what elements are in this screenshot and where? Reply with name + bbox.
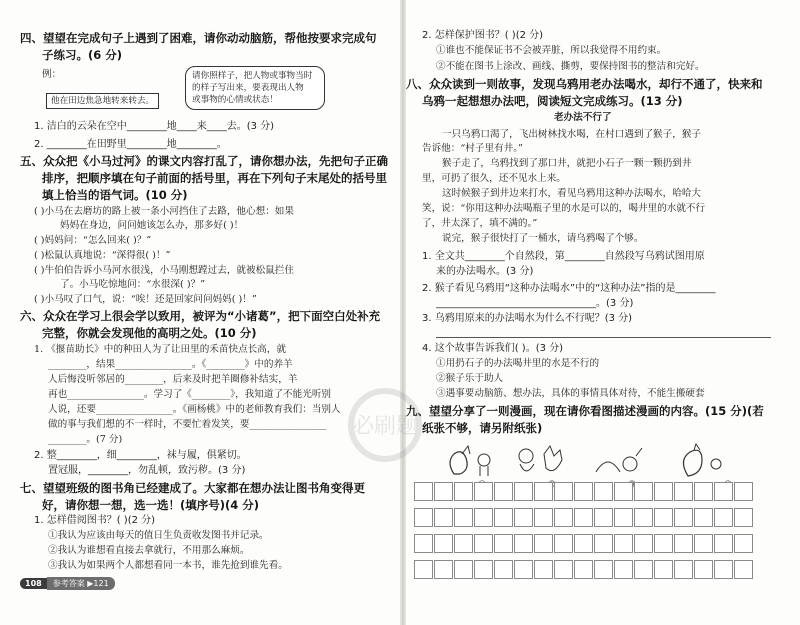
s8-question-2-cont: ________________________________。(3 分) (436, 298, 634, 309)
story-line: 了，井太深了，填不满的。” (422, 218, 538, 229)
grid-cell[interactable] (674, 508, 693, 527)
section-7-title-2: 好，请你想一想，选一选！(填序号)(4 分) (42, 498, 260, 512)
grid-cell[interactable] (734, 534, 753, 553)
grid-cell[interactable] (734, 482, 753, 501)
section-8-title-2: 乌鸦一起想想办法吧，阅读短文完成练习。(13 分) (422, 94, 683, 108)
grid-cell[interactable] (714, 482, 733, 501)
s6-line: 人后悔没听邻居的________，后来及时把羊圈修补结实，羊 (48, 374, 298, 385)
s8-question-1: 1. 全文共________个自然段，第________自然段写乌鸦试图用原 (422, 251, 705, 262)
grid-cell[interactable] (534, 508, 553, 527)
comic-panel-2 (510, 442, 570, 482)
grid-cell[interactable] (434, 534, 453, 553)
s8-option: ①用扔石子的办法喝井里的水是不行的 (436, 358, 600, 369)
s7-option: ②不能在图书上涂改、画线、撕剪，要保持图书的整洁和完好。 (436, 61, 705, 72)
example-label: 例： (42, 69, 62, 80)
grid-cell[interactable] (474, 482, 493, 501)
s7-option: ①我认为应该由每天的值日生负责收发图书并记录。 (48, 530, 269, 541)
grid-cell[interactable] (574, 534, 593, 553)
grid-cell[interactable] (474, 560, 493, 579)
grid-cell[interactable] (574, 508, 593, 527)
section-7-title: 七、望望班级的图书角已经建成了。大家都在想办法让图书角变得更 (20, 481, 365, 495)
grid-cell[interactable] (634, 482, 653, 501)
grid-cell[interactable] (414, 560, 433, 579)
grid-cell[interactable] (734, 508, 753, 527)
s5-line: ( )妈妈问：“怎么回来( )？” (34, 235, 152, 246)
answer-line[interactable] (436, 337, 771, 338)
grid-cell[interactable] (494, 534, 513, 553)
callout-line: 请你照样子，把人物或事物当时 (192, 71, 313, 81)
grid-cell[interactable] (534, 560, 553, 579)
s6-line: 再也________________。学习了《________》，我知道了不能光听别 (48, 389, 332, 400)
s5-line: ( )松鼠认真地说：“深得很( )！” (34, 250, 171, 261)
grid-cell[interactable] (554, 482, 573, 501)
s8-question-2: 2. 猴子看见乌鸦用“这种办法喝水”中的“这种办法”指的是________ (422, 283, 716, 294)
s8-option: ③遇事要动脑筋、想办法，具体的事情具体对待，不能生搬硬套 (436, 388, 705, 399)
s5-line: ( )牛伯伯告诉小马河水很浅，小马刚想蹚过去，就被松鼠拦住 (34, 265, 294, 276)
section-6-title-2: 完整，你就会发现他的高明之处。(10 分) (42, 326, 257, 340)
s7-question-1: 1. 怎样借阅图书？( )(2 分) (34, 515, 156, 526)
story-line: 猴子走了，乌鸦找到了那口井，就把小石子一颗一颗扔到井 (442, 158, 692, 169)
story-line: 告诉他：“村子里有井。” (422, 143, 523, 154)
grid-cell[interactable] (674, 560, 693, 579)
grid-cell[interactable] (694, 482, 713, 501)
s6-question-2-cont: 置冠服，________，勿乱顿，致污秽。(3 分) (48, 465, 246, 476)
grid-cell[interactable] (514, 508, 533, 527)
grid-cell[interactable] (634, 508, 653, 527)
grid-cell[interactable] (694, 534, 713, 553)
example-sentence-box: 他在田边焦急地转来转去。 (46, 93, 159, 109)
answer-reference: 参考答案 ▶121 (47, 577, 115, 590)
section-9-title: 九、望望分享了一则漫画，现在请你看图描述漫画的内容。(15 分)(若 (406, 404, 764, 418)
section-5-title-3: 填上恰当的语气词。(10 分) (42, 188, 188, 202)
s5-line: ( )小马叹了口气，说：“唉！还是回家问问妈妈( )！” (34, 294, 257, 305)
grid-cell[interactable] (614, 508, 633, 527)
grid-cell[interactable] (634, 534, 653, 553)
story-line: 这时候猴子到井边来打水，看见乌鸦用这种办法喝水，哈哈大 (442, 188, 702, 199)
stamp-text: 必刷题 (351, 414, 419, 439)
grid-cell[interactable] (534, 482, 553, 501)
grid-cell[interactable] (594, 482, 613, 501)
s5-line: 了。小马吃惊地问：“水很深( )？” (60, 279, 206, 290)
grid-cell[interactable] (634, 560, 653, 579)
comic-panel-4 (670, 442, 730, 482)
s7-question-2: 2. 怎样保护图书？( )(2 分) (422, 30, 544, 41)
grid-cell[interactable] (434, 482, 453, 501)
grid-cell[interactable] (454, 508, 473, 527)
grid-cell[interactable] (494, 508, 513, 527)
grid-cell[interactable] (614, 482, 633, 501)
grid-cell[interactable] (554, 560, 573, 579)
s6-question-2: 2. 整________，细________，袜与履，俱紧切。 (34, 450, 247, 461)
s7-option: ②我认为谁想看直接去拿就行，不用那么麻烦。 (48, 545, 250, 556)
story-line: 里，可扔了很久，还不见水上来。 (422, 173, 566, 184)
writing-grid[interactable] (414, 482, 754, 580)
grid-cell[interactable] (554, 534, 573, 553)
s7-option: ③我认为如果两个人都想看同一本书，谁先抢到谁先看。 (48, 560, 288, 571)
watermark-stamp (330, 385, 440, 465)
callout-line: 或事物的心情或状态！ (192, 95, 278, 105)
grid-cell[interactable] (714, 508, 733, 527)
s5-line: ( )小马在去磨坊的路上被一条小河挡住了去路，他心想：如果 (34, 206, 294, 217)
grid-cell[interactable] (454, 482, 473, 501)
s8-question-3: 3. 乌鸦用原来的办法喝水为什么不行呢？(3 分) (422, 313, 633, 324)
grid-cell[interactable] (614, 534, 633, 553)
grid-cell[interactable] (414, 508, 433, 527)
section-4-title: 四、望望在完成句子上遇到了困难，请你动动脑筋，帮他按要求完成句 (20, 31, 377, 45)
section-8-title: 八、众众读到一则故事，发现乌鸦用老办法喝水，却行不通了，快来和 (406, 77, 763, 91)
grid-cell[interactable] (494, 560, 513, 579)
callout-line: 的样子写出来，要表现出人物 (192, 83, 304, 93)
grid-cell[interactable] (454, 560, 473, 579)
grid-cell[interactable] (654, 508, 673, 527)
grid-cell[interactable] (734, 560, 753, 579)
s6-line: 人说，还要________________。《画杨桃》中的老师教育我们：当别人 (48, 404, 341, 415)
story-title: 老办法不行了 (554, 112, 612, 123)
grid-cell[interactable] (694, 508, 713, 527)
comic-panel-3 (590, 442, 650, 482)
grid-cell[interactable] (414, 534, 433, 553)
s4-question-2: 2. ________在田野里________地________。 (34, 139, 227, 150)
grid-cell[interactable] (714, 534, 733, 553)
comic-panel-1 (440, 442, 500, 482)
section-5-title: 五、众众把《小马过河》的课文内容打乱了，请你想办法，先把句子正确 (20, 154, 388, 168)
s6-line: ________，结果________________。《________》中的养羊 (48, 359, 293, 370)
grid-cell[interactable] (554, 508, 573, 527)
grid-cell[interactable] (574, 560, 593, 579)
grid-cell[interactable] (694, 560, 713, 579)
s8-question-1-cont: 来的办法喝水。(3 分) (436, 266, 534, 277)
page-footer (20, 576, 115, 590)
example-hint-callout (185, 66, 325, 110)
page-number: 108 (20, 578, 47, 589)
grid-cell[interactable] (654, 482, 673, 501)
s8-option: ②猴子乐于助人 (436, 373, 504, 384)
s7-option: ①谁也不能保证书不会被弄脏，所以我觉得不用约束。 (436, 45, 667, 56)
book-spine (400, 0, 406, 625)
grid-cell[interactable] (514, 482, 533, 501)
s5-line: 妈妈在身边，问问她该怎么办，那多好( )！ (60, 220, 244, 231)
grid-cell[interactable] (414, 482, 433, 501)
s8-question-4: 4. 这个故事告诉我们( )。(3 分) (422, 343, 564, 354)
grid-cell[interactable] (674, 534, 693, 553)
s6-line: 做的事与我们想的不一样时，不要忙着发笑，要________________ (48, 419, 327, 430)
grid-cell[interactable] (454, 534, 473, 553)
grid-cell[interactable] (534, 534, 553, 553)
grid-cell[interactable] (654, 560, 673, 579)
story-line: 说完，猴子很快打了一桶水，请乌鸦喝了个够。 (442, 233, 644, 244)
grid-cell[interactable] (574, 482, 593, 501)
s4-question-1: 1. 洁白的云朵在空中________地____来____去。(3 分) (34, 121, 275, 132)
section-6-title: 六、众众在学习上很会学以致用，被评为“小诸葛”，把下面空白处补充 (20, 309, 381, 323)
section-5-title-2: 排序，把顺序填在句子前面的括号里，再在下列句子末尾处的括号里 (42, 171, 387, 185)
grid-cell[interactable] (434, 560, 453, 579)
grid-cell[interactable] (514, 534, 533, 553)
grid-cell[interactable] (594, 534, 613, 553)
grid-cell[interactable] (594, 508, 613, 527)
grid-cell[interactable] (434, 508, 453, 527)
grid-cell[interactable] (474, 508, 493, 527)
section-4-title-cont: 子练习。(6 分) (42, 48, 123, 62)
grid-cell[interactable] (654, 534, 673, 553)
s6-line: ________。(7 分) (48, 434, 123, 445)
s6-line: 1. 《揠苗助长》中的种田人为了让田里的禾苗快点长高，就 (34, 344, 287, 355)
story-line: 笑，说：“你用这种办法喝瓶子里的水是可以的，喝井里的水就不行 (422, 203, 706, 214)
grid-cell[interactable] (594, 560, 613, 579)
grid-cell[interactable] (674, 482, 693, 501)
grid-cell[interactable] (714, 560, 733, 579)
grid-cell[interactable] (474, 534, 493, 553)
grid-cell[interactable] (494, 482, 513, 501)
grid-cell[interactable] (614, 560, 633, 579)
section-9-title-2: 纸张不够，请另附纸张) (422, 421, 543, 435)
grid-cell[interactable] (514, 560, 533, 579)
story-line: 一只乌鸦口渴了，飞出树林找水喝，在村口遇到了猴子，猴子 (442, 129, 702, 140)
